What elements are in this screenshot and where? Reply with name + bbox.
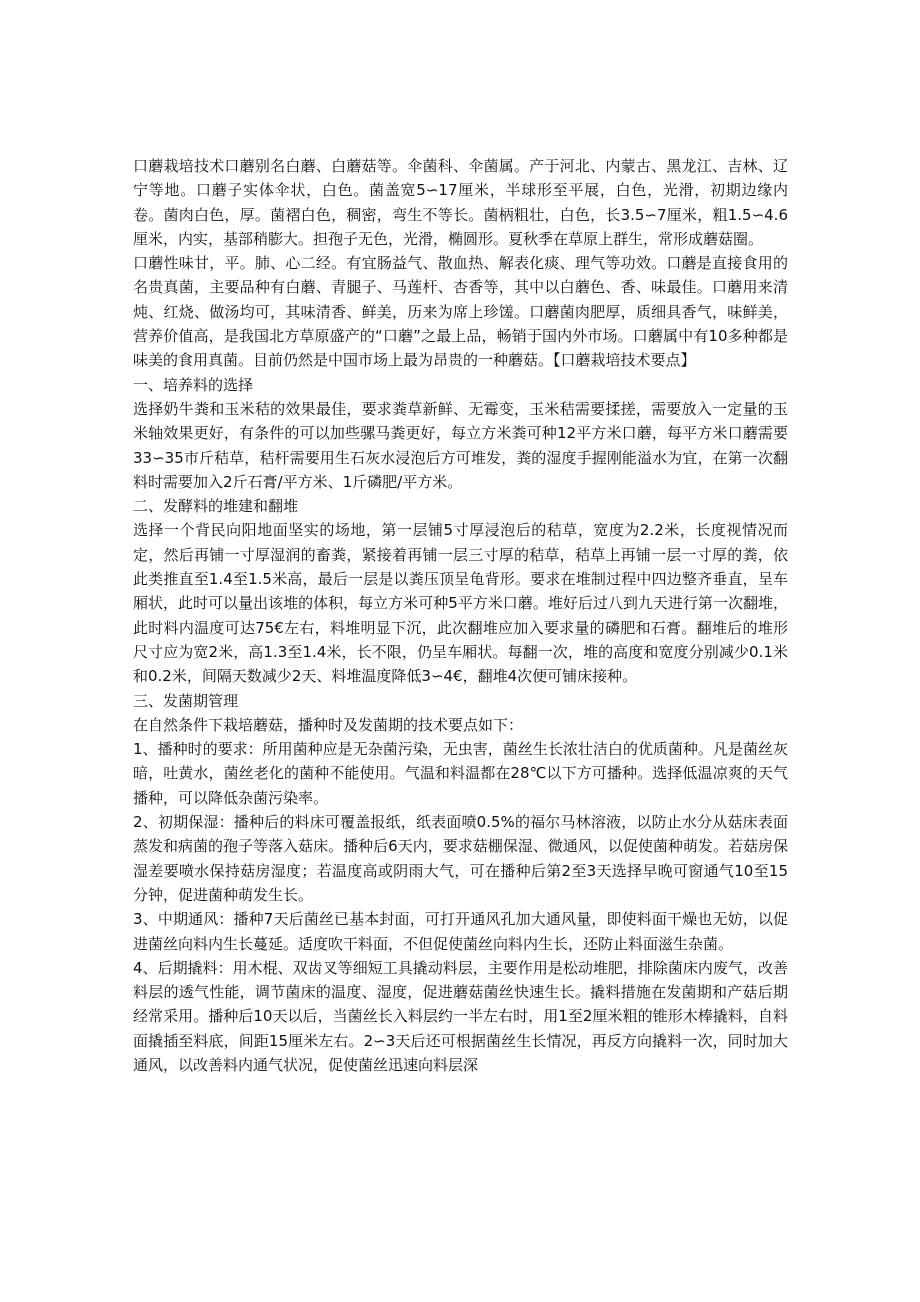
list-item-4: 4、后期撬料：用木棍、双齿叉等细短工具撬动料层，主要作用是松动堆肥，排除菌床内废气，改善料层的透气性能，调节菌床的温度、湿度，促进蘑菇菌丝快速生长。撬料措施在发菌期和产菇后期经常采用。播种后10天以后，当菌丝长入料层约一半左右时，用1至2厘米粗的锥形木棒撬料，自料面撬插至料底，间距15厘米左右。2∽3天后还可根据菌丝生长情况，再反方向撬料一次，同时加大通风，以改善料内通气状况，促使菌丝迅速向料层深 [133,958,788,1074]
properties-paragraph: 口蘑性味甘，平。肺、心二经。有宜肠益气、散血热、解表化痰、理气等功效。口蘑是直接食用的名贵真菌，主要品种有白蘑、青腿子、马莲杆、杏香等，其中以白蘑色、香、味最佳。口蘑用来清炖、红烧、做汤均可，其味清香、鲜美，历来为席上珍馐。口蘑菌肉肥厚，质细具香气，味鲜美，营养价值高，是我国北方草原盛产的“口蘑”之最上品，畅销于国内外市场。口蘑属中有10多种都是味美的食用真菌。目前仍然是中国市场上最为昂贵的一种蘑菇。【口蘑栽培技术要点】 [133,254,788,370]
intro-paragraph: 口蘑栽培技术口蘑别名白蘑、白蘑菇等。伞菌科、伞菌属。产于河北、内蒙古、黑龙江、吉林、辽宁等地。口蘑子实体伞状，白色。菌盖宽5∽17厘米，半球形至平展，白色，光滑，初期边缘内卷。菌肉白色，厚。菌褶白色，稠密，弯生不等长。菌柄粗壮，白色，长3.5∽7厘米，粗1.5∽4.6厘米，内实，基部稍膨大。担孢子无色，光滑，椭圆形。夏秋季在草原上群生，常形成蘑菇圈。 [133,157,788,248]
section-heading-3: 三、发菌期管理 [133,691,239,710]
section-2-paragraph: 选择一个背民向阳地面坚实的场地，第一层铺5寸厚浸泡后的秸草，宽度为2.2米，长度视情况而定，然后再铺一寸厚湿润的畜粪，紧接着再铺一层三寸厚的秸草，秸草上再铺一层一寸厚的粪，依此类推直至1.4至1.5米高，最后一层是以粪压顶呈龟背形。要求在堆制过程中四边整齐垂直，呈车厢状，此时可以量出该堆的体积，每立方米可种5平方米口蘑。堆好后过八到九天进行第一次翻堆，此时料内温度可达75€左右，料堆明显下沉，此次翻堆应加入要求量的磷肥和石膏。翻堆后的堆形尺寸应为宽2米，高1.3至1.4米，长不限，仍呈车厢状。每翻一次，堆的高度和宽度分别减少0.1米和0.2米，间隔天数减少2天、料堆温度降低3∽4€，翻堆4次便可铺床接种。 [133,521,788,686]
section-heading-2: 二、发酵料的堆建和翻堆 [133,497,299,516]
list-item-3: 3、中期通风：播种7天后菌丝已基本封面，可打开通风孔加大通风量，即使料面干燥也无妨，以促进菌丝向料内生长蔓延。适度吹干料面，不但促使菌丝向料内生长，还防止料面滋生杂菌。 [133,910,788,953]
section-3-intro: 在自然条件下栽培蘑菇，播种时及发菌期的技术要点如下： [133,715,524,734]
section-heading-1: 一、培养料的选择 [133,375,254,394]
document-body [133,154,788,1077]
section-1-paragraph: 选择奶牛粪和玉米秸的效果最佳，要求粪草新鲜、无霉变，玉米秸需要揉搓，需要放入一定量的玉米轴效果更好，有条件的可以加些骡马粪更好，每立方米粪可种12平方米口蘑，每平方米口蘑需要33∽35市斤秸草，秸杆需要用生石灰水浸泡后方可堆发，粪的湿度手握刚能溢水为宜，在第一次翻料时需要加入2斤石膏/平方米、1斤磷肥/平方米。 [133,399,788,491]
list-item-2: 2、初期保湿：播种后的料床可覆盖报纸，纸表面喷0.5%的福尔马林溶液，以防止水分从菇床表面蒸发和病菌的孢子等落入菇床。播种后6天内，要求菇棚保湿、微通风，以促使菌种萌发。若菇房保湿差要喷水保持菇房湿度；若温度高或阴雨大气，可在播种后第2至3天选择早晚可窗通气10至15分钟，促进菌种萌发生长。 [133,813,788,904]
list-item-1: 1、播种时的要求：所用菌种应是无杂菌污染，无虫害，菌丝生长浓壮洁白的优质菌种。凡是菌丝灰暗，吐黄水，菌丝老化的菌种不能使用。气温和料温都在28℃以下方可播种。选择低温凉爽的天气播种，可以降低杂菌污染率。 [133,740,788,807]
